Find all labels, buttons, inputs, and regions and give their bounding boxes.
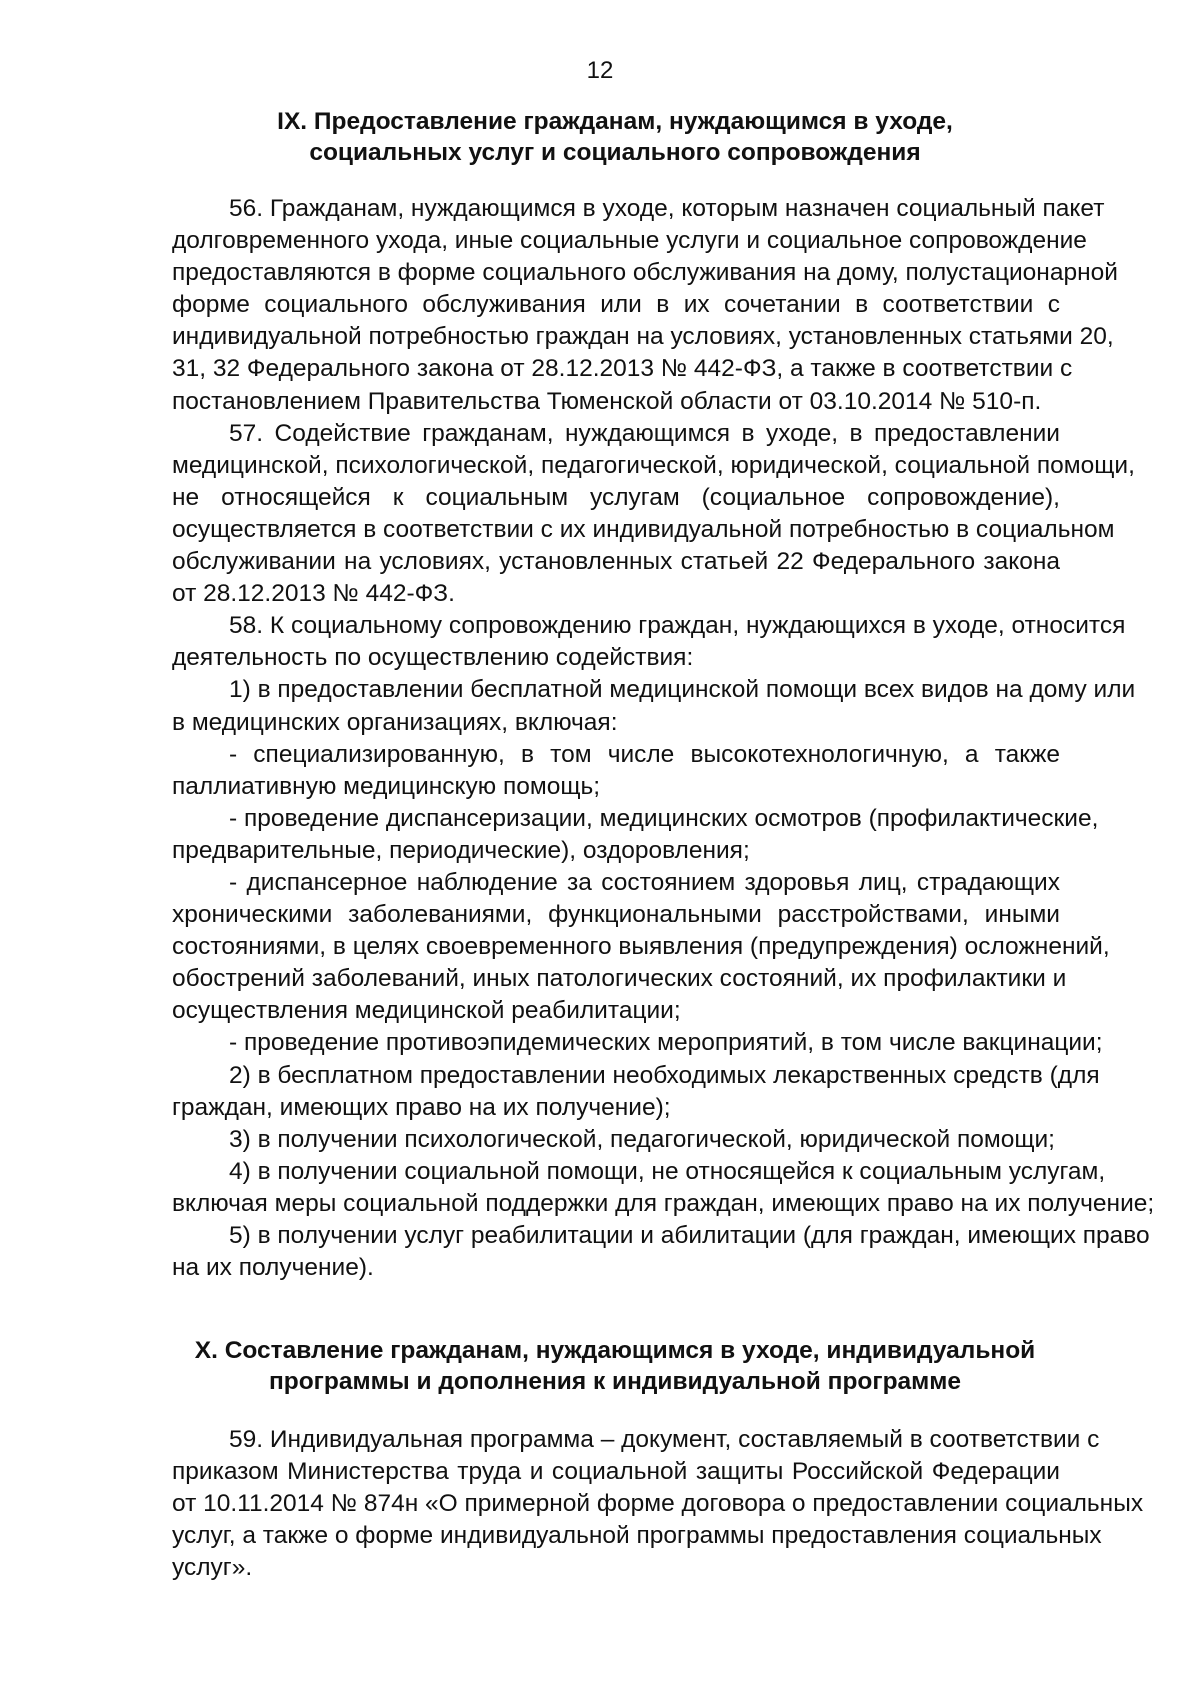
list-item-line: осуществления медицинской реабилитации; bbox=[172, 997, 681, 1025]
list-item-line: 4) в получении социальной помощи, не относящейся к социальным услугам, bbox=[229, 1157, 1106, 1185]
section-x-body bbox=[172, 1424, 1144, 1584]
heading-line: IX. Предоставление гражданам, нуждающимся в уходе, bbox=[277, 108, 953, 135]
heading-line: социальных услуг и социального сопровождения bbox=[309, 139, 921, 166]
paragraph-line: 31, 32 Федерального закона от 28.12.2013 № 442-ФЗ, а также в соответствии с bbox=[172, 355, 1073, 383]
paragraph-line: деятельность по осуществлению содействия: bbox=[172, 644, 694, 672]
paragraph-line: долговременного ухода, иные социальные услуги и социальное сопровождение bbox=[172, 227, 1087, 255]
paragraph-line: форме социального обслуживания или в их сочетании в соответствии с bbox=[172, 291, 1060, 319]
section-heading-ix bbox=[170, 106, 1060, 168]
list-item-line: 5) в получении услуг реабилитации и абилитации (для граждан, имеющих право bbox=[229, 1222, 1150, 1249]
list-item-line: паллиативную медицинскую помощь; bbox=[172, 772, 601, 800]
list-item-line: - проведение диспансеризации, медицинских осмотров (профилактические, bbox=[229, 804, 1099, 832]
paragraph-line: индивидуальной потребностью граждан на условиях, установленных статьями 20, bbox=[172, 323, 1114, 351]
list-item-line: - диспансерное наблюдение за состоянием здоровья лиц, страдающих bbox=[229, 868, 1060, 896]
list-item-line: 2) в бесплатном предоставлении необходимых лекарственных средств (для bbox=[229, 1061, 1100, 1089]
paragraph-line: медицинской, психологической, педагогической, юридической, социальной помощи, bbox=[172, 451, 1135, 479]
paragraph-line: приказом Министерства труда и социальной защиты Российской Федерации bbox=[172, 1458, 1060, 1486]
paragraph-line: предоставляются в форме социального обслуживания на дому, полустационарной bbox=[172, 259, 1118, 287]
paragraph-line: 58. К социальному сопровождению граждан, нуждающихся в уходе, относится bbox=[229, 612, 1126, 640]
list-item-line: на их получение). bbox=[172, 1254, 374, 1282]
list-item-line: 1) в предоставлении бесплатной медицинской помощи всех видов на дому или bbox=[229, 676, 1136, 704]
paragraph-line: от 10.11.2014 № 874н «О примерной форме договора о предоставлении социальных bbox=[172, 1490, 1144, 1518]
section-ix-body bbox=[172, 193, 1155, 1284]
list-item-line: включая меры социальной поддержки для граждан, имеющих право на их получение; bbox=[172, 1189, 1155, 1217]
list-item-line: состояниями, в целях своевременного выявления (предупреждения) осложнений, bbox=[172, 933, 1110, 961]
list-item-line: 3) в получении психологической, педагогической, юридической помощи; bbox=[229, 1125, 1055, 1153]
list-item-line: хроническими заболеваниями, функциональными расстройствами, иными bbox=[172, 901, 1060, 929]
section-heading-x bbox=[170, 1335, 1060, 1397]
heading-line: X. Составление гражданам, нуждающимся в уходе, индивидуальной bbox=[194, 1337, 1036, 1364]
list-item-line: - специализированную, в том числе высокотехнологичную, а также bbox=[229, 740, 1060, 768]
paragraph-line: от 28.12.2013 № 442-ФЗ. bbox=[172, 580, 455, 608]
list-item-line: обострений заболеваний, иных патологических состояний, их профилактики и bbox=[172, 965, 1067, 993]
paragraph-line: обслуживании на условиях, установленных статьей 22 Федерального закона bbox=[172, 548, 1060, 576]
list-item-line: - проведение противоэпидемических мероприятий, в том числе вакцинации; bbox=[229, 1029, 1103, 1057]
paragraph-line: 57. Содействие гражданам, нуждающимся в уходе, в предоставлении bbox=[229, 419, 1060, 447]
paragraph-line: услуг». bbox=[172, 1554, 253, 1582]
heading-line: программы и дополнения к индивидуальной программе bbox=[268, 1368, 962, 1395]
paragraph-line: постановлением Правительства Тюменской области от 03.10.2014 № 510-п. bbox=[172, 387, 1042, 415]
list-item-line: в медицинских организациях, включая: bbox=[172, 708, 618, 736]
paragraph-line: услуг, а также о форме индивидуальной программы предоставления социальных bbox=[172, 1522, 1102, 1550]
list-item-line: граждан, имеющих право на их получение); bbox=[172, 1093, 671, 1121]
paragraph-line: осуществляется в соответствии с их индивидуальной потребностью в социальном bbox=[172, 515, 1115, 543]
paragraph-line: не относящейся к социальным услугам (социальное сопровождение), bbox=[172, 483, 1060, 511]
paragraph-line: 59. Индивидуальная программа – документ, составляемый в соответствии с bbox=[229, 1426, 1100, 1453]
paragraph-line: 56. Гражданам, нуждающимся в уходе, которым назначен социальный пакет bbox=[229, 195, 1105, 222]
page-number: 12 bbox=[586, 57, 614, 84]
list-item-line: предварительные, периодические), оздоровления; bbox=[172, 836, 750, 864]
